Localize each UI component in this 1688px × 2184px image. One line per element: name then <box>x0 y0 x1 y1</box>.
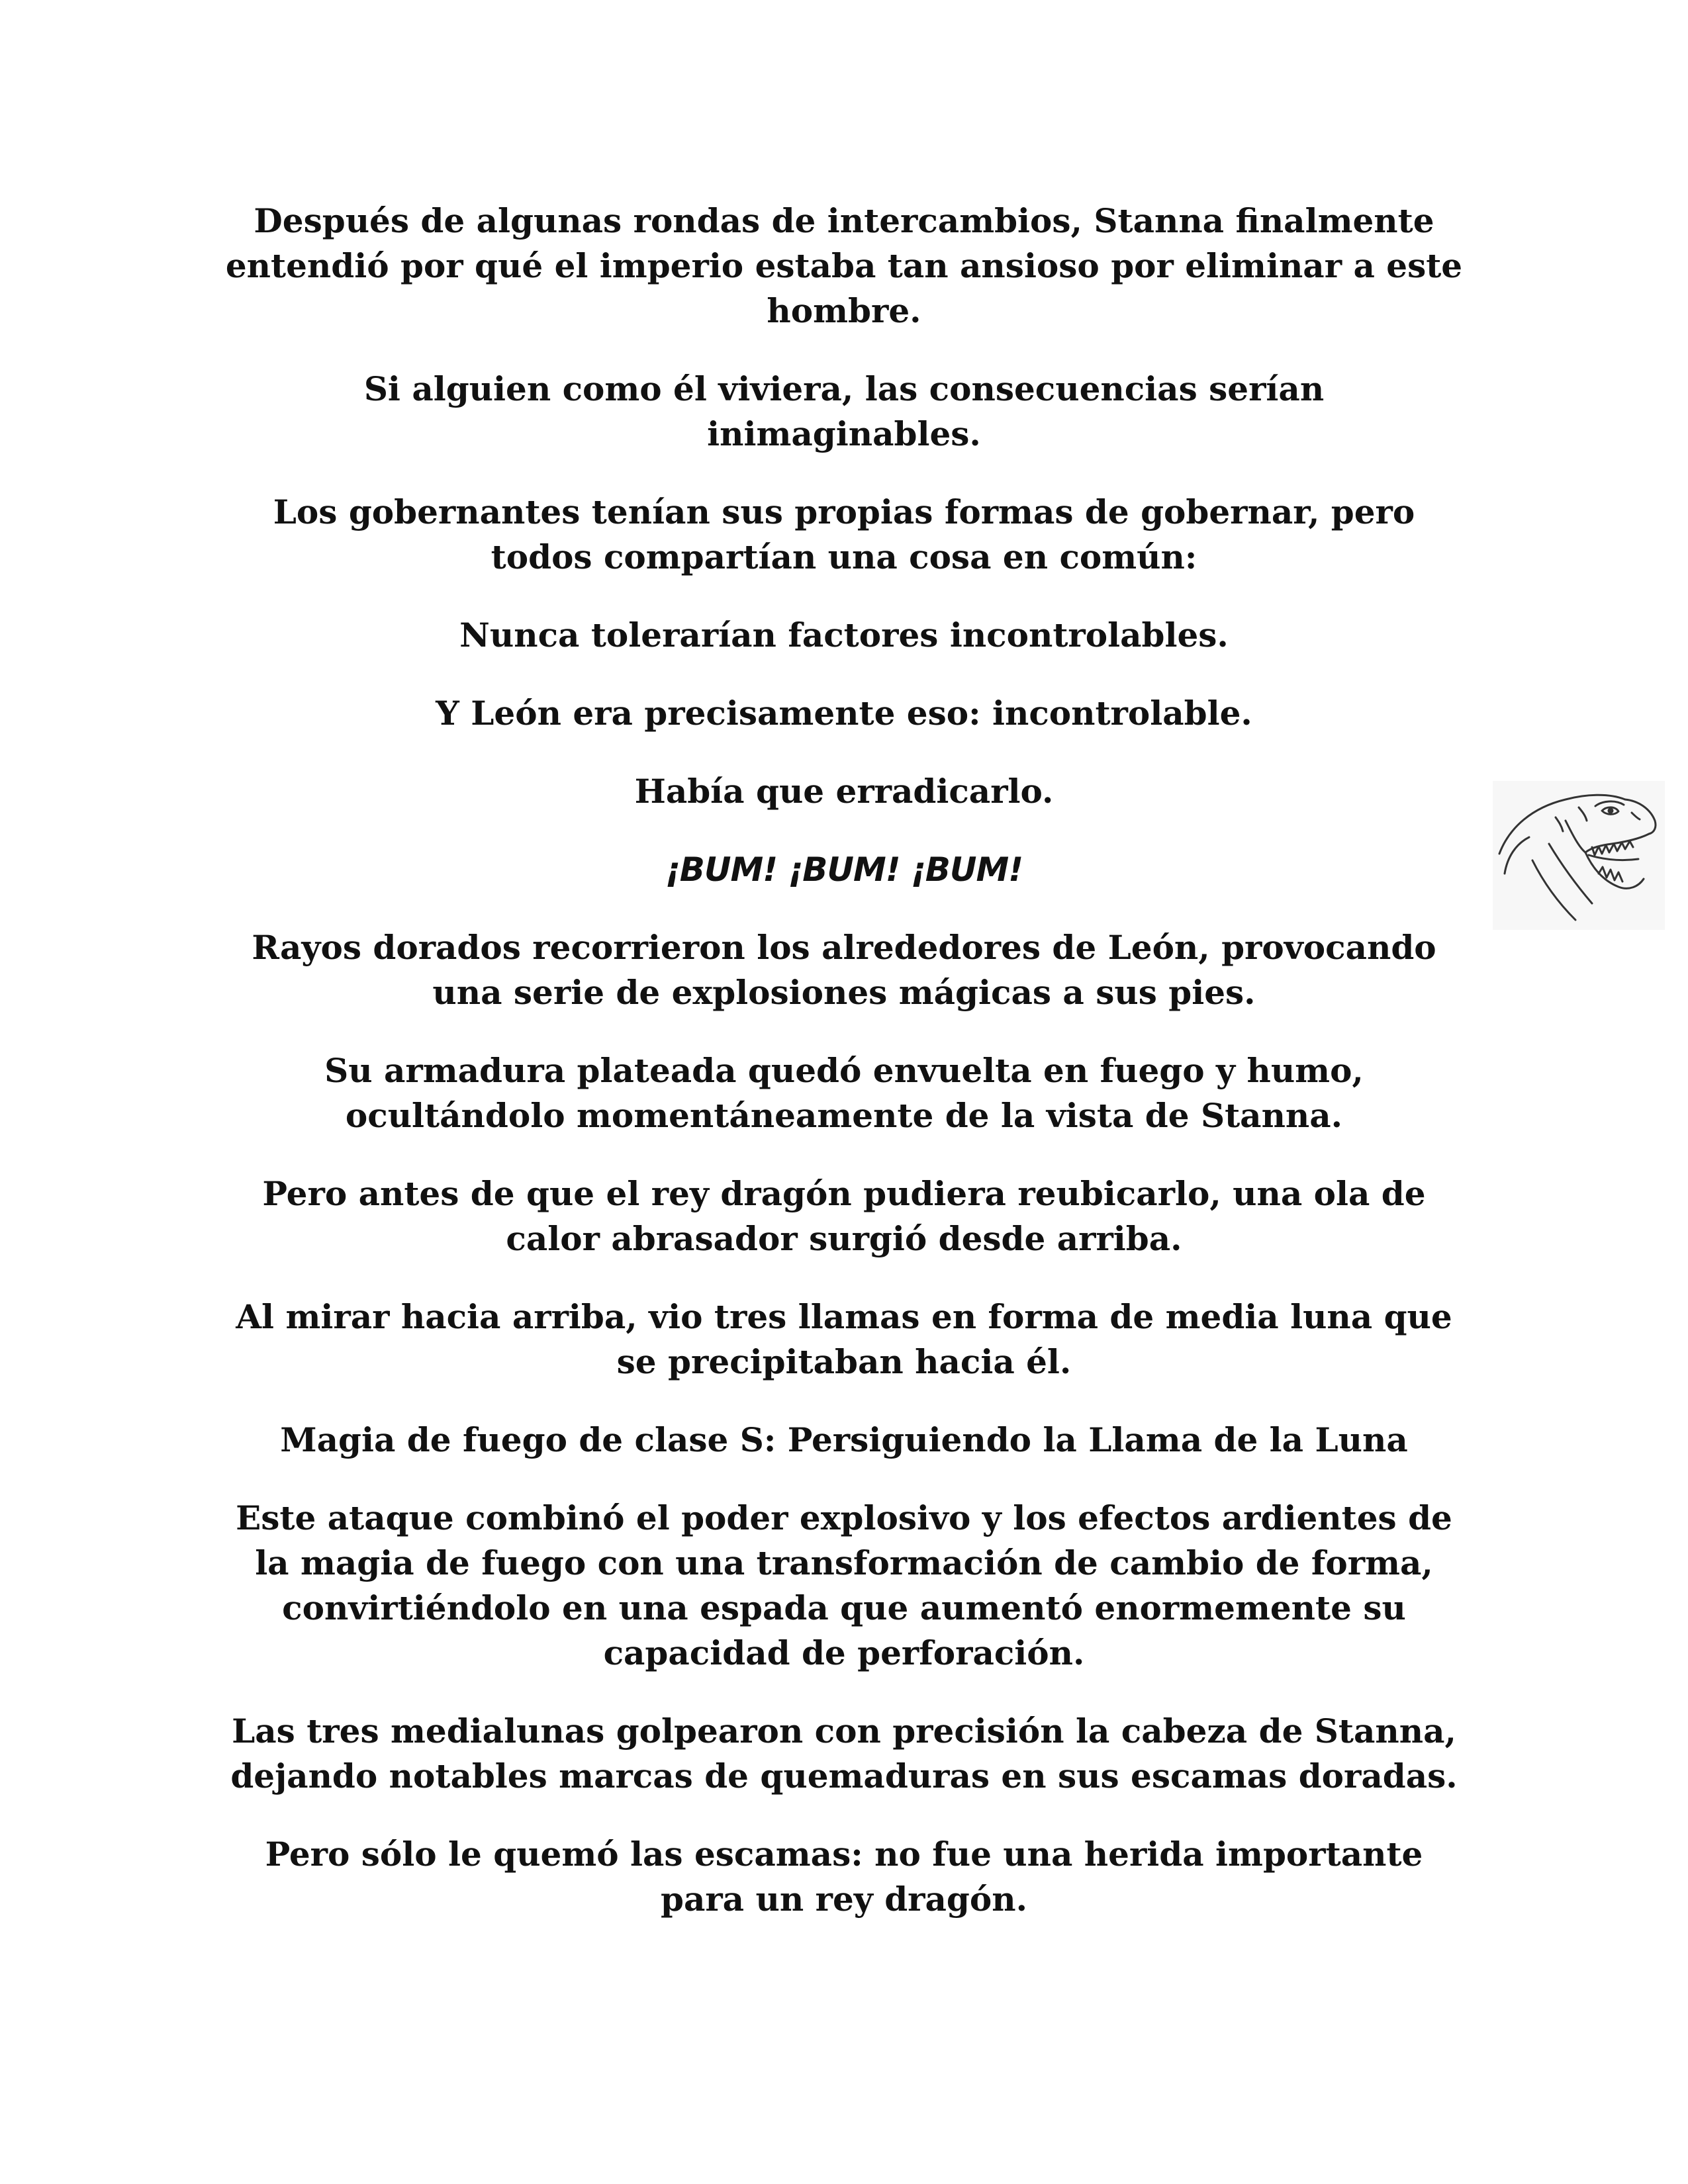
paragraph-9: Su armadura plateada quedó envuelta en fuego y humo, ocultándolo momentáneamente de la vista de Stanna. <box>324 1051 1364 1135</box>
paragraph-1: Después de algunas rondas de intercambios, Stanna finalmente entendió por qué el imperio estaba tan ansioso por eliminar a este hombre. <box>225 201 1463 330</box>
paragraph-5: Y León era precisamente eso: incontrolable. <box>436 694 1252 733</box>
paragraph-10: Pero antes de que el rey dragón pudiera reubicarlo, una ola de calor abrasador surgió desde arriba. <box>262 1174 1426 1258</box>
paragraph-15: Pero sólo le quemó las escamas: no fue una herida importante para un rey dragón. <box>265 1835 1423 1919</box>
sound-effect-paragraph: ¡BUM! ¡BUM! ¡BUM! <box>665 850 1023 889</box>
paragraph-13: Este ataque combinó el poder explosivo y los efectos ardientes de la magia de fuego con una transformación de cambio de forma, convirtiéndolo en una espada que aumentó enormemente su capacidad de perforación. <box>236 1498 1452 1672</box>
paragraph-14: Las tres medialunas golpearon con precisión la cabeza de Stanna, dejando notables marcas de quemaduras en sus escamas doradas. <box>230 1711 1458 1796</box>
paragraph-8: Rayos dorados recorrieron los alrededores de León, provocando una serie de explosiones mágicas a sus pies. <box>252 928 1436 1012</box>
dinosaur-head-sketch-icon <box>1493 781 1665 930</box>
spell-name-paragraph: Magia de fuego de clase S: Persiguiendo la Llama de la Luna <box>280 1420 1408 1459</box>
story-text <box>225 199 1463 1955</box>
paragraph-4: Nunca tolerarían factores incontrolables. <box>459 615 1229 655</box>
paragraph-11: Al mirar hacia arriba, vio tres llamas en forma de media luna que se precipitaban hacia él. <box>236 1297 1452 1381</box>
paragraph-3: Los gobernantes tenían sus propias formas de gobernar, pero todos compartían una cosa en común: <box>273 492 1415 576</box>
paragraph-2: Si alguien como él viviera, las consecuencias serían inimaginables. <box>363 369 1325 453</box>
paragraph-6: Había que erradicarlo. <box>634 772 1054 811</box>
